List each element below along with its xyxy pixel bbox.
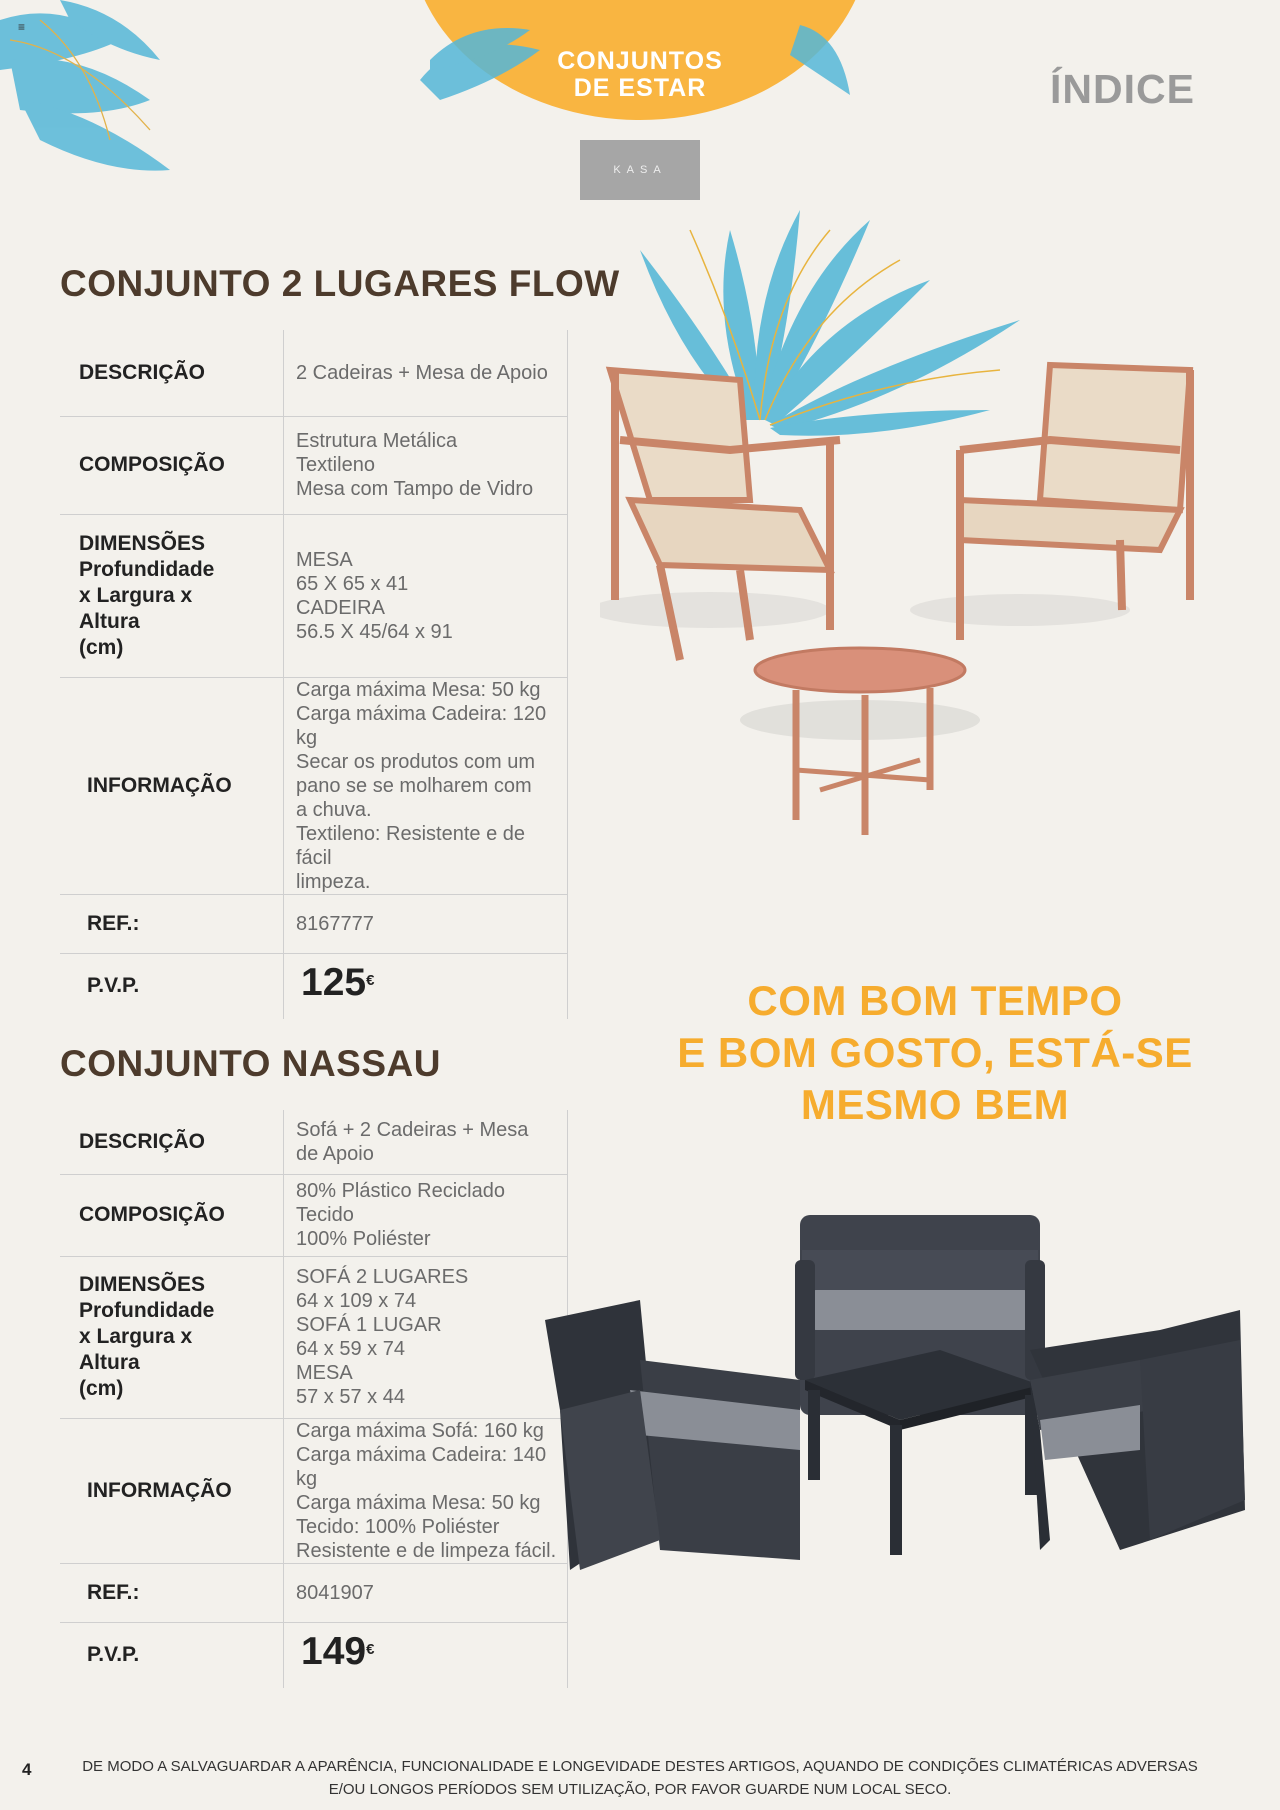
spec-value-line: Carga máxima Cadeira: 140 kg	[296, 1443, 547, 1490]
spec-label-line: Altura	[79, 1351, 140, 1374]
spec-value	[284, 514, 568, 677]
index-link[interactable]: ÍNDICE	[1050, 66, 1195, 112]
spec-value-line: Sofá + 2 Cadeiras + Mesa	[296, 1118, 529, 1141]
spec-label-line: Altura	[79, 609, 140, 633]
spec-label: REF.:	[60, 894, 284, 953]
spec-value-line: Carga máxima Mesa: 50 kg	[296, 1491, 541, 1514]
spec-value	[284, 416, 568, 514]
page-number: 4	[22, 1760, 32, 1779]
spec-value-line: de Apoio	[296, 1142, 374, 1165]
spec-row-ref	[60, 1563, 568, 1622]
spec-label-line: x Largura x	[79, 583, 193, 607]
spec-value-line: Estrutura Metálica	[296, 430, 458, 452]
spec-value	[284, 1256, 568, 1418]
spec-label: P.V.P.	[60, 1622, 284, 1688]
spec-label: INFORMAÇÃO	[60, 1418, 284, 1563]
spec-value-line: 56.5 X 45/64 x 91	[296, 620, 453, 643]
spec-row-descricao	[60, 1110, 568, 1174]
spec-value-line: pano se se molharem com	[296, 774, 532, 797]
spec-value-line: Resistente e de limpeza fácil.	[296, 1539, 557, 1562]
spec-row-composicao	[60, 1174, 568, 1256]
spec-value-line: 64 x 59 x 74	[296, 1338, 405, 1360]
category-title	[490, 48, 790, 102]
currency-symbol: €	[366, 1641, 375, 1659]
spec-label-line: (cm)	[79, 1377, 124, 1400]
spec-value-line: CADEIRA	[296, 596, 385, 619]
slogan-line: MESMO BEM	[800, 1081, 1070, 1128]
product-spec-table	[60, 330, 568, 1019]
side-table	[740, 648, 980, 835]
spec-label: DESCRIÇÃO	[60, 330, 284, 416]
spec-value-line: Mesa com Tampo de Vidro	[296, 478, 534, 500]
spec-row-dimensoes	[60, 514, 568, 677]
price-amount: 149	[301, 1630, 367, 1674]
spec-label	[60, 1256, 284, 1418]
spec-value-line: SOFÁ 1 LUGAR	[296, 1314, 442, 1336]
spec-value	[284, 1174, 568, 1256]
spec-label-line: x Largura x	[79, 1325, 193, 1348]
spec-value-line: 80% Plástico Reciclado Tecido	[296, 1180, 505, 1226]
spec-value-line: SOFÁ 2 LUGARES	[296, 1266, 469, 1288]
slogan	[650, 975, 1220, 1131]
spec-value-line: a chuva.	[296, 798, 372, 821]
spec-label-line: DIMENSÕES	[79, 1273, 206, 1296]
spec-value-line: Secar os produtos com um	[296, 750, 535, 773]
price-value	[296, 1630, 374, 1673]
spec-label: COMPOSIÇÃO	[60, 416, 284, 514]
spec-row-composicao	[60, 416, 568, 514]
spec-value-line: MESA	[296, 548, 353, 571]
spec-label: REF.:	[60, 1563, 284, 1622]
product-title: CONJUNTO 2 LUGARES FLOW	[60, 263, 620, 304]
spec-value-line: MESA	[296, 1362, 353, 1384]
brand-logo: KASA	[580, 140, 700, 200]
footer-note-line: DE MODO A SALVAGUARDAR A APARÊNCIA, FUNCIONALIDADE E LONGEVIDADE DESTES ARTIGOS, AQUANDO DE CONDIÇÕES CLIMATÉRICAS ADVERSAS	[82, 1758, 1198, 1775]
spec-value-line: 100% Poliéster	[296, 1228, 431, 1250]
spec-label-line: DIMENSÕES	[79, 531, 206, 555]
spec-value-line: Carga máxima Mesa: 50 kg	[296, 678, 541, 701]
spec-value: 8041907	[284, 1563, 568, 1622]
spec-value	[284, 1418, 568, 1563]
spec-value-line: Textileno	[296, 454, 375, 476]
spec-value-line: Tecido: 100% Poliéster	[296, 1515, 500, 1538]
spec-row-ref	[60, 894, 568, 953]
spec-label-line: Profundidade	[79, 557, 215, 581]
price-cell	[284, 1622, 568, 1688]
spec-row-informacao	[60, 1418, 568, 1563]
category-title-line: CONJUNTOS	[557, 47, 723, 75]
category-title-line: DE ESTAR	[573, 74, 707, 102]
spec-row-pvp	[60, 953, 568, 1019]
coffee-table	[805, 1350, 1040, 1555]
spec-row-descricao	[60, 330, 568, 416]
spec-value-line: 64 x 109 x 74	[296, 1290, 417, 1312]
armchair-right	[1030, 1310, 1245, 1550]
armchair-left	[545, 1300, 800, 1570]
price-amount: 125	[301, 961, 367, 1005]
price-value	[296, 961, 374, 1004]
spec-label	[60, 514, 284, 677]
product-title: CONJUNTO NASSAU	[60, 1043, 441, 1084]
chair-right	[910, 365, 1190, 640]
spec-label: P.V.P.	[60, 953, 284, 1019]
currency-symbol: €	[366, 972, 375, 990]
slogan-line: E BOM GOSTO, ESTÁ-SE	[677, 1029, 1193, 1076]
slogan-line: COM BOM TEMPO	[747, 977, 1123, 1024]
spec-value	[284, 677, 568, 894]
footer-note-line: E/OU LONGOS PERÍODOS SEM UTILIZAÇÃO, POR FAVOR GUARDE NUM LOCAL SECO.	[328, 1781, 952, 1798]
product-image-flow	[600, 170, 1240, 850]
palm-leaf-top-left-decoration	[0, 0, 200, 190]
product-image-nassau	[540, 1210, 1260, 1610]
spec-value-line: Textileno: Resistente e de fácil	[296, 822, 526, 869]
spec-value-line: Carga máxima Sofá: 160 kg	[296, 1419, 544, 1442]
spec-value	[284, 1110, 568, 1174]
spec-value-line: 65 X 65 x 41	[296, 572, 409, 595]
menu-icon[interactable]: ≡	[18, 20, 26, 34]
spec-value: 2 Cadeiras + Mesa de Apoio	[284, 330, 568, 416]
spec-label-line: (cm)	[79, 635, 124, 659]
footer-note	[60, 1755, 1220, 1801]
price-cell	[284, 953, 568, 1019]
spec-value-line: 57 x 57 x 44	[296, 1386, 405, 1408]
spec-label: INFORMAÇÃO	[60, 677, 284, 894]
spec-row-pvp	[60, 1622, 568, 1688]
spec-row-dimensoes	[60, 1256, 568, 1418]
spec-label: COMPOSIÇÃO	[60, 1174, 284, 1256]
spec-value-line: limpeza.	[296, 870, 371, 893]
spec-value: 8167777	[284, 894, 568, 953]
spec-label-line: Profundidade	[79, 1299, 215, 1322]
palm-leaf-header-right-decoration	[790, 15, 860, 105]
product-spec-table	[60, 1110, 568, 1688]
spec-row-informacao	[60, 677, 568, 894]
spec-label: DESCRIÇÃO	[60, 1110, 284, 1174]
spec-value-line: Carga máxima Cadeira: 120 kg	[296, 702, 547, 749]
